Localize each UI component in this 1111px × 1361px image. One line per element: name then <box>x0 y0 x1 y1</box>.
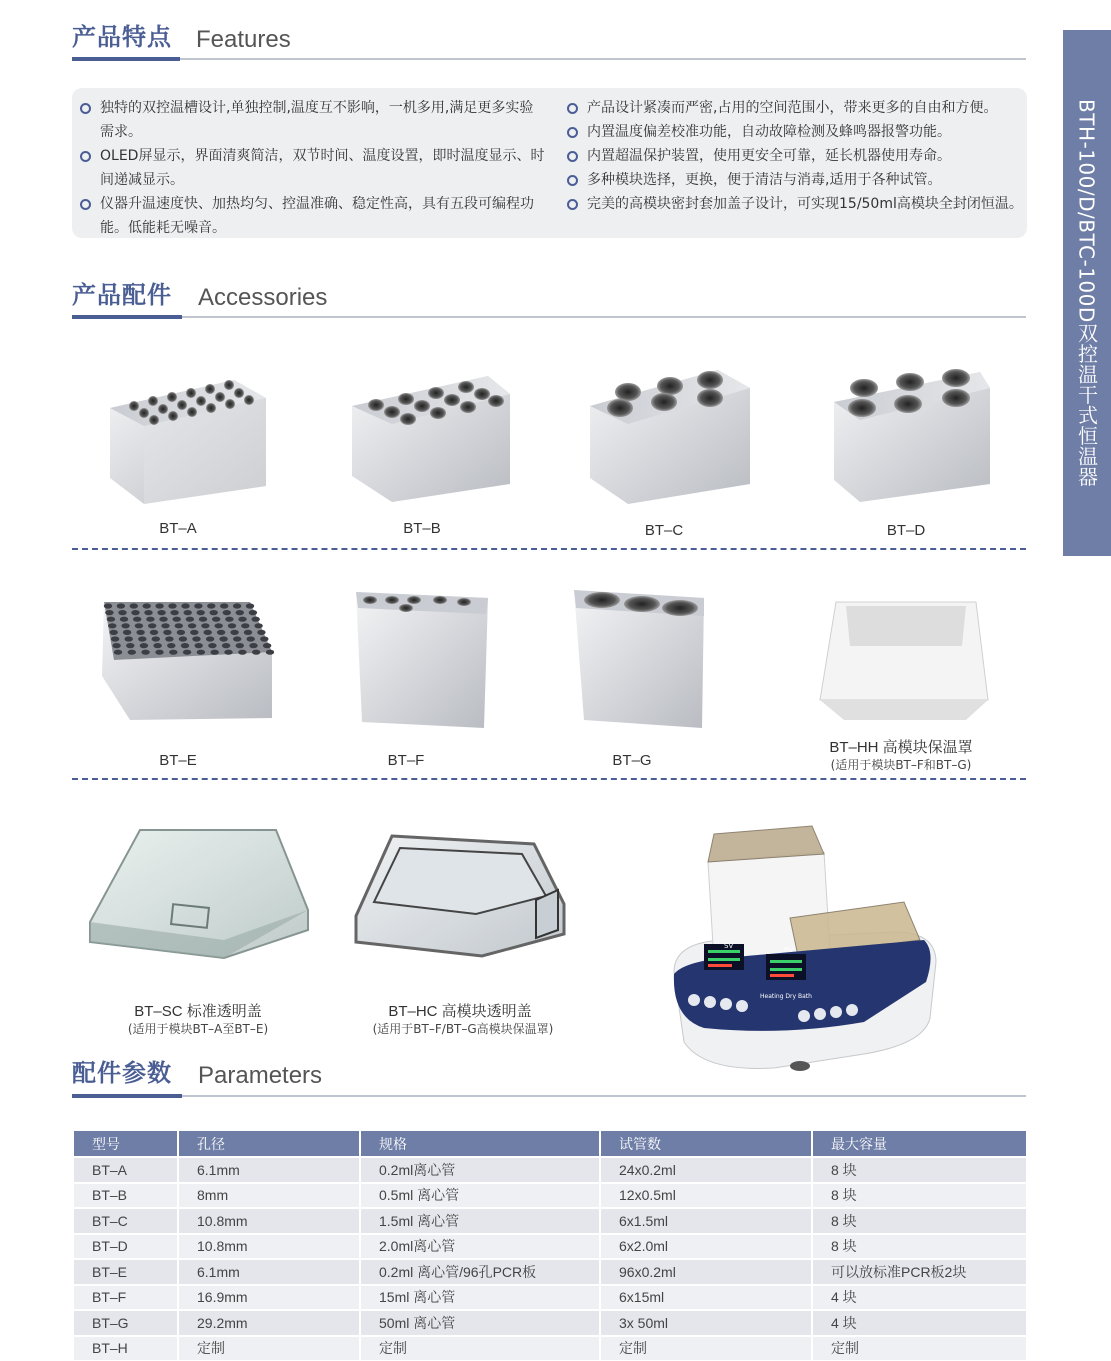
pcr-well <box>247 636 255 641</box>
pcr-well <box>153 643 161 648</box>
parameters-table <box>74 1131 1026 1360</box>
features-divider-accent <box>72 57 180 61</box>
pcr-well <box>220 603 228 608</box>
pcr-well <box>157 610 165 615</box>
bullet-icon <box>567 199 578 210</box>
pcr-well <box>194 603 202 608</box>
table-cell: 10.8mm <box>178 1208 360 1234</box>
bt-c-label: BT–C <box>644 522 684 539</box>
features-right-list <box>563 96 1025 216</box>
bt-hc-label: BT–HC 高模块透明盖 <box>388 1003 532 1020</box>
feature-item: 内置超温保护装置，使用更安全可靠，延长机器使用寿命。 <box>563 144 1025 168</box>
table-cell: BT–B <box>74 1183 178 1209</box>
pcr-well <box>186 617 194 622</box>
pcr-well <box>225 617 233 622</box>
pcr-well <box>163 630 171 635</box>
table-header-cell: 试管数 <box>600 1131 812 1157</box>
pcr-well <box>167 643 175 648</box>
table-cell: 4 块 <box>812 1310 1026 1336</box>
table-header-cell: 孔径 <box>178 1131 360 1157</box>
table-cell: 3x 50ml <box>600 1310 812 1336</box>
table-header-cell: 规格 <box>360 1131 600 1157</box>
pcr-well <box>252 617 260 622</box>
pcr-well <box>110 630 118 635</box>
pcr-well <box>118 610 126 615</box>
table-cell: 8 块 <box>812 1208 1026 1234</box>
parameters-title-en: Parameters <box>198 1062 323 1089</box>
pcr-well <box>108 623 116 628</box>
table-cell: 0.2ml离心管 <box>360 1157 600 1183</box>
table-cell: BT–D <box>74 1234 178 1260</box>
table-header-row <box>74 1131 1026 1157</box>
pcr-well <box>140 643 148 648</box>
bt-c-block-image <box>588 366 754 506</box>
pcr-well <box>135 623 143 628</box>
table-cell: BT–E <box>74 1259 178 1285</box>
bullet-icon <box>80 103 91 114</box>
features-title-zh: 产品特点 <box>72 23 172 51</box>
pcr-well <box>114 650 122 655</box>
table-cell: 定制 <box>600 1336 812 1361</box>
table-row <box>74 1183 1026 1209</box>
parameters-title-zh: 配件参数 <box>72 1059 172 1087</box>
table-row <box>74 1234 1026 1260</box>
table-cell: BT–F <box>74 1285 178 1311</box>
feature-item: 内置温度偏差校准功能，自动故障检测及蜂鸣器报警功能。 <box>563 120 1025 144</box>
pcr-well <box>241 623 249 628</box>
table-cell: BT–H <box>74 1336 178 1361</box>
pcr-well <box>175 623 183 628</box>
pcr-well <box>246 603 254 608</box>
pcr-well <box>210 610 218 615</box>
pcr-well <box>125 636 133 641</box>
table-cell: 96x0.2ml <box>600 1259 812 1285</box>
pcr-well <box>204 630 212 635</box>
bt-sc-sublabel: (适用于模块BT–A至BT–E) <box>127 1022 269 1036</box>
pcr-well <box>249 610 257 615</box>
pcr-well <box>228 623 236 628</box>
features-header <box>72 22 1026 54</box>
pcr-well <box>152 636 160 641</box>
table-cell: BT–C <box>74 1208 178 1234</box>
table-cell: 2.0ml离心管 <box>360 1234 600 1260</box>
pcr-well <box>199 617 207 622</box>
pcr-well <box>224 650 232 655</box>
table-cell: 定制 <box>178 1336 360 1361</box>
table-cell: 6x1.5ml <box>600 1208 812 1234</box>
bullet-icon <box>567 127 578 138</box>
bt-g-block-image <box>572 586 712 730</box>
pcr-well <box>159 617 167 622</box>
bullet-icon <box>567 151 578 162</box>
table-cell: 10.8mm <box>178 1234 360 1260</box>
feature-item: 完美的高模块密封套加盖子设计，可实现15/50ml高模块全封闭恒温。 <box>563 192 1025 216</box>
pcr-well <box>112 643 120 648</box>
pcr-well <box>215 623 223 628</box>
pcr-well <box>238 650 246 655</box>
pcr-well <box>260 636 268 641</box>
pcr-well <box>206 636 214 641</box>
pcr-well <box>105 610 113 615</box>
parameters-header <box>72 1058 1026 1090</box>
bt-f-label: BT–F <box>387 752 425 769</box>
pcr-well <box>181 643 189 648</box>
pcr-well <box>123 630 131 635</box>
pcr-well <box>266 650 274 655</box>
pcr-well <box>207 603 215 608</box>
accessories-divider <box>72 316 1026 318</box>
side-tab-title: BTH-100/D/BTC-100D双控温干式恒温器 <box>1074 99 1099 487</box>
bt-sc-label: BT–SC 标准透明盖 <box>134 1003 262 1020</box>
pcr-well <box>238 617 246 622</box>
table-cell: 16.9mm <box>178 1285 360 1311</box>
bt-sc-cover-image <box>88 824 310 960</box>
pcr-well <box>133 617 141 622</box>
feature-item: 产品设计紧凑而严密,占用的空间范围小，带来更多的自由和方便。 <box>563 96 1025 120</box>
bt-b-label: BT–B <box>403 520 441 537</box>
bt-e-block-image <box>100 598 274 724</box>
pcr-well <box>222 643 230 648</box>
features-title-en: Features <box>196 26 291 53</box>
pcr-well <box>161 623 169 628</box>
dashed-divider <box>72 548 1026 550</box>
dashed-divider <box>72 778 1026 780</box>
feature-item: 独特的双控温槽设计,单独控制,温度互不影响，一机多用,满足更多实验需求。 <box>76 96 546 144</box>
bt-a-block-image <box>104 368 270 504</box>
pcr-well <box>155 650 163 655</box>
accessories-header <box>72 280 1026 312</box>
table-cell: 6x15ml <box>600 1285 812 1311</box>
accessories-title-en: Accessories <box>198 284 328 311</box>
pcr-well <box>211 650 219 655</box>
pcr-well <box>104 603 112 608</box>
pcr-well <box>173 617 181 622</box>
table-row <box>74 1157 1026 1183</box>
table-cell: 8 块 <box>812 1157 1026 1183</box>
bt-b-block-image <box>348 368 514 504</box>
bt-hh-cover-image <box>816 590 992 726</box>
pcr-well <box>177 630 185 635</box>
bullet-icon <box>80 199 91 210</box>
bt-hc-sublabel: (适用于BT–F/BT–G高模块保温罩) <box>372 1022 554 1036</box>
pcr-well <box>120 617 128 622</box>
table-cell: 24x0.2ml <box>600 1157 812 1183</box>
pcr-well <box>150 630 158 635</box>
pcr-well <box>165 636 173 641</box>
accessories-title-zh: 产品配件 <box>72 281 172 309</box>
bt-d-label: BT–D <box>886 522 926 539</box>
table-header-cell: 型号 <box>74 1131 178 1157</box>
pcr-well <box>208 643 216 648</box>
pcr-well <box>212 617 220 622</box>
table-cell: 1.5ml 离心管 <box>360 1208 600 1234</box>
table-cell: 可以放标准PCR板2块 <box>812 1259 1026 1285</box>
pcr-well <box>128 650 136 655</box>
table-cell: 12x0.5ml <box>600 1183 812 1209</box>
bt-hc-cover-image <box>352 830 568 960</box>
bt-e-label: BT–E <box>159 752 197 769</box>
pcr-well <box>131 610 139 615</box>
table-cell: 0.2ml 离心管/96孔PCR板 <box>360 1259 600 1285</box>
pcr-well <box>249 643 257 648</box>
table-cell: 6x2.0ml <box>600 1234 812 1260</box>
pcr-well <box>183 650 191 655</box>
feature-item: OLED屏显示，界面清爽简洁，双节时间、温度设置，即时温度显示、时间递减显示。 <box>76 144 546 192</box>
table-cell: 29.2mm <box>178 1310 360 1336</box>
pcr-well <box>230 630 238 635</box>
bt-hh-label: BT–HH 高模块保温罩 <box>829 739 973 756</box>
pcr-well <box>181 603 189 608</box>
table-cell: 6.1mm <box>178 1157 360 1183</box>
side-tab-title-wrap <box>1063 30 1111 556</box>
pcr-well <box>146 617 154 622</box>
accessories-divider-accent <box>72 315 182 319</box>
bt-a-label: BT–A <box>159 520 197 537</box>
bt-f-block-image <box>352 588 492 730</box>
pcr-well <box>184 610 192 615</box>
table-header-cell: 最大容量 <box>812 1131 1026 1157</box>
table-row <box>74 1310 1026 1336</box>
pcr-well <box>141 650 149 655</box>
pcr-well <box>254 623 262 628</box>
pcr-well <box>219 636 227 641</box>
feature-item: 仪器升温速度快、加热均匀、控温准确、稳定性高，具有五段可编程功能。低能耗无噪音。 <box>76 192 546 240</box>
pcr-well <box>236 643 244 648</box>
table-row <box>74 1208 1026 1234</box>
table-cell: 8mm <box>178 1183 360 1209</box>
dry-bath-device-image <box>664 822 944 1078</box>
table-cell: 8 块 <box>812 1183 1026 1209</box>
bt-g-label: BT–G <box>612 752 652 769</box>
table-cell: 8 块 <box>812 1234 1026 1260</box>
table-cell: 6.1mm <box>178 1259 360 1285</box>
pcr-well <box>126 643 134 648</box>
pcr-well <box>179 636 187 641</box>
table-cell: 定制 <box>812 1336 1026 1361</box>
pcr-well <box>244 630 252 635</box>
pcr-well <box>169 650 177 655</box>
table-cell: 15ml 离心管 <box>360 1285 600 1311</box>
pcr-well <box>197 610 205 615</box>
pcr-well <box>111 636 119 641</box>
bt-d-block-image <box>832 368 992 504</box>
pcr-well <box>148 623 156 628</box>
device-brand-label: Heating Dry Bath <box>760 993 812 1000</box>
pcr-well <box>168 603 176 608</box>
table-cell: BT–G <box>74 1310 178 1336</box>
pcr-well <box>138 636 146 641</box>
feature-item: 多种模块选择，更换，便于清洁与消毒,适用于各种试管。 <box>563 168 1025 192</box>
device-sv-label: SV <box>724 942 734 950</box>
pcr-well <box>223 610 231 615</box>
pcr-well <box>121 623 129 628</box>
table-row <box>74 1336 1026 1361</box>
pcr-well <box>130 603 138 608</box>
table-row <box>74 1259 1026 1285</box>
bt-hh-sublabel: (适用于模块BT–F和BT–G) <box>830 758 972 772</box>
pcr-well <box>236 610 244 615</box>
features-left-list <box>76 96 546 240</box>
pcr-well <box>170 610 178 615</box>
pcr-well <box>155 603 163 608</box>
table-cell: 4 块 <box>812 1285 1026 1311</box>
pcr-well <box>117 603 125 608</box>
pcr-well <box>252 650 260 655</box>
bullet-icon <box>80 151 91 162</box>
parameters-divider-accent <box>72 1094 182 1098</box>
bullet-icon <box>567 103 578 114</box>
parameters-divider <box>72 1095 1026 1097</box>
pcr-well <box>257 630 265 635</box>
pcr-well <box>144 610 152 615</box>
pcr-well <box>107 617 115 622</box>
device-pv-label: PV <box>784 946 794 954</box>
pcr-well <box>233 636 241 641</box>
pcr-well <box>192 636 200 641</box>
pcr-well <box>233 603 241 608</box>
pcr-well <box>263 643 271 648</box>
pcr-well <box>197 650 205 655</box>
bullet-icon <box>567 175 578 186</box>
pcr-well <box>190 630 198 635</box>
pcr-well <box>217 630 225 635</box>
pcr-well <box>143 603 151 608</box>
pcr-well <box>201 623 209 628</box>
pcr-well <box>136 630 144 635</box>
table-cell: 0.5ml 离心管 <box>360 1183 600 1209</box>
table-row <box>74 1285 1026 1311</box>
pcr-well <box>188 623 196 628</box>
features-divider <box>72 58 1026 60</box>
table-cell: 定制 <box>360 1336 600 1361</box>
table-cell: BT–A <box>74 1157 178 1183</box>
table-cell: 50ml 离心管 <box>360 1310 600 1336</box>
pcr-well <box>195 643 203 648</box>
